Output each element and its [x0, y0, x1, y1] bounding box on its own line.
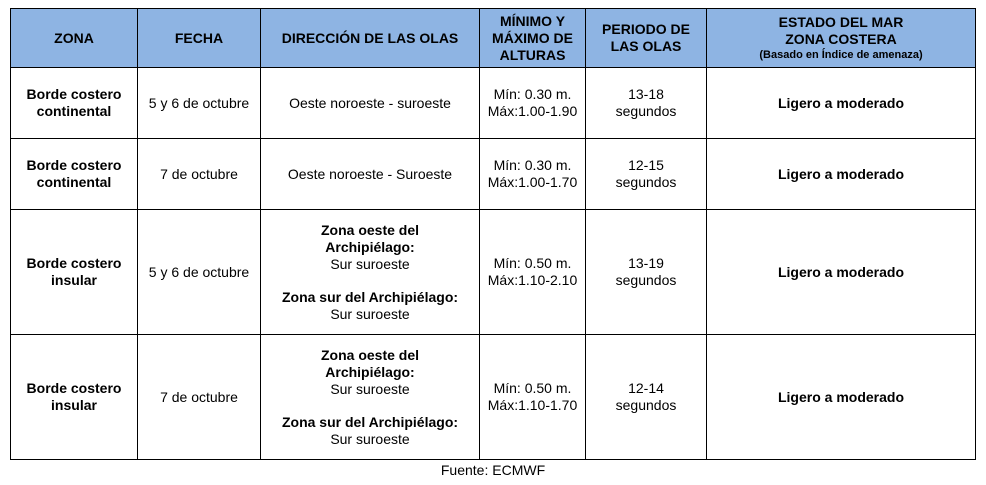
cell-estado: Ligero a moderado: [707, 335, 976, 460]
header-estado-line1: ESTADO DEL MAR: [778, 14, 904, 30]
direccion-oeste-value: Sur suroeste: [330, 380, 410, 397]
header-fecha: FECHA: [138, 9, 261, 68]
table-row: [11, 68, 976, 139]
header-row: [11, 9, 976, 68]
direccion-oeste-heading-line1: Zona oeste del: [320, 221, 420, 238]
direccion-sur-value: Sur suroeste: [330, 430, 410, 447]
direccion-sur-value: Sur suroeste: [330, 305, 410, 322]
swell-forecast-table: [10, 8, 976, 460]
zona-line2: continental: [36, 103, 112, 119]
alturas-min: Mín: 0.30 m.: [493, 157, 572, 173]
periodo-range: 13-18: [628, 86, 664, 102]
cell-zona: [11, 335, 138, 460]
direccion-sur: [265, 289, 475, 323]
zona-line1: Borde costero: [26, 380, 122, 396]
alturas-max: Máx:1.00-1.90: [487, 103, 578, 119]
cell-alturas: [480, 210, 586, 335]
direccion-sur-heading: Zona sur del Archipiélago:: [281, 288, 459, 305]
cell-direccion: [261, 210, 480, 335]
cell-direccion: Oeste noroeste - Suroeste: [261, 139, 480, 210]
cell-periodo: [586, 210, 707, 335]
zona-line1: Borde costero: [26, 255, 122, 271]
direccion-oeste: [265, 347, 475, 398]
header-alturas-line3: ALTURAS: [499, 46, 566, 63]
periodo-unit: segundos: [615, 103, 677, 119]
cell-estado: Ligero a moderado: [707, 139, 976, 210]
cell-alturas: [480, 335, 586, 460]
cell-fecha: 5 y 6 de octubre: [138, 210, 261, 335]
periodo-range: 13-19: [628, 255, 664, 271]
table-row: [11, 139, 976, 210]
alturas-max: Máx:1.10-2.10: [487, 272, 578, 288]
header-estado-subtitle: (Basado en Índice de amenaza): [759, 49, 923, 61]
alturas-max: Máx:1.00-1.70: [487, 174, 578, 190]
header-alturas: [480, 9, 586, 68]
cell-periodo: [586, 335, 707, 460]
cell-zona: [11, 68, 138, 139]
direccion-oeste-heading-line1: Zona oeste del: [320, 346, 420, 363]
header-alturas-line1: MÍNIMO Y: [499, 12, 566, 29]
zona-line1: Borde costero: [26, 157, 122, 173]
periodo-unit: segundos: [615, 397, 677, 413]
zona-line2: continental: [36, 174, 112, 190]
source-caption: Fuente: ECMWF: [440, 462, 546, 478]
zona-line2: insular: [51, 397, 97, 413]
cell-zona: [11, 139, 138, 210]
cell-periodo: [586, 68, 707, 139]
zona-line1: Borde costero: [26, 86, 122, 102]
cell-direccion: Oeste noroeste - suroeste: [261, 68, 480, 139]
cell-estado: Ligero a moderado: [707, 210, 976, 335]
cell-fecha: 7 de octubre: [138, 335, 261, 460]
cell-estado: Ligero a moderado: [707, 68, 976, 139]
header-periodo: [586, 9, 707, 68]
direccion-sur: [265, 414, 475, 448]
cell-zona: [11, 210, 138, 335]
cell-alturas: [480, 139, 586, 210]
table-header: [11, 9, 976, 68]
alturas-min: Mín: 0.30 m.: [493, 86, 572, 102]
cell-fecha: 7 de octubre: [138, 139, 261, 210]
header-periodo-line2: LAS OLAS: [610, 38, 682, 54]
cell-fecha: 5 y 6 de octubre: [138, 68, 261, 139]
table-row: [11, 210, 976, 335]
header-zona: ZONA: [11, 9, 138, 68]
direccion-oeste-heading-line2: Archipiélago:: [325, 363, 415, 380]
header-direccion: DIRECCIÓN DE LAS OLAS: [261, 9, 480, 68]
alturas-max: Máx:1.10-1.70: [487, 397, 578, 413]
table-row: [11, 335, 976, 460]
periodo-unit: segundos: [615, 174, 677, 190]
periodo-range: 12-15: [628, 157, 664, 173]
header-alturas-line2: MÁXIMO DE: [492, 29, 573, 46]
direccion-oeste: [265, 222, 475, 273]
header-estado: [707, 9, 976, 68]
header-estado-line2: ZONA COSTERA: [785, 31, 897, 47]
cell-alturas: [480, 68, 586, 139]
table-body: [11, 68, 976, 460]
alturas-min: Mín: 0.50 m.: [493, 380, 572, 396]
zona-line2: insular: [51, 272, 97, 288]
direccion-sur-heading: Zona sur del Archipiélago:: [281, 413, 459, 430]
cell-direccion: [261, 335, 480, 460]
direccion-oeste-value: Sur suroeste: [330, 255, 410, 272]
periodo-unit: segundos: [615, 272, 677, 288]
header-periodo-line1: PERIODO DE: [602, 21, 690, 37]
cell-periodo: [586, 139, 707, 210]
alturas-min: Mín: 0.50 m.: [493, 255, 572, 271]
periodo-range: 12-14: [628, 380, 664, 396]
direccion-oeste-heading-line2: Archipiélago:: [325, 238, 415, 255]
